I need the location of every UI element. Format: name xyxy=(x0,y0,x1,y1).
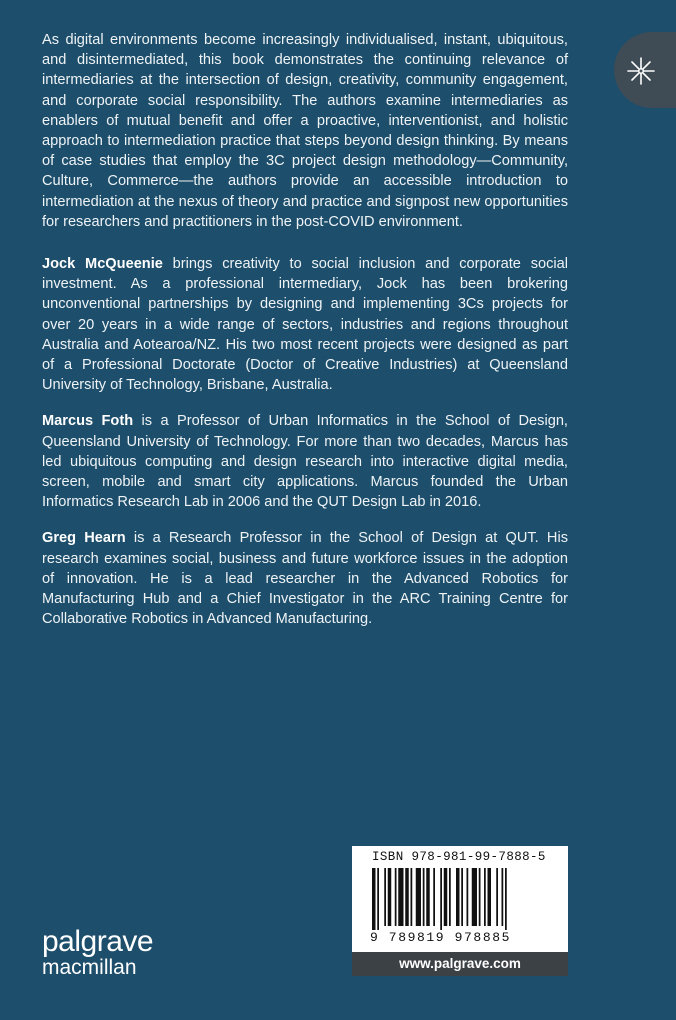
author-name: Jock McQueenie xyxy=(42,256,163,273)
barcode-bar xyxy=(505,868,507,930)
author-bio-text: is a Research Professor in the School of Design at QUT. His research examines social, business and future workforce issues in the adoption of innovation. He is a lead researcher in the Advanced Robotics for Manufacturing Hub and a Chief Investigator in the ARC Training Centre for Collaborative Robotics in Advanced Manufacturing. xyxy=(42,530,569,628)
barcode-bar xyxy=(388,868,392,926)
book-blurb: As digital environments become increasingly individualised, instant, ubiquitous, and disintermediated, this book demonstrates the continuing relevance of intermediaries at the intersection of design, creativity, community engagement, and corporate social responsibility. The authors examine intermediaries as enablers of mutual benefit and offer a proactive, interventionist, and holistic approach to intermediation practice that steps beyond design thinking. By means of case studies that employ the 3C project design methodology—Community, Culture, Commerce—the authors provide an accessible introduction to intermediation at the nexus of theory and practice and signpost new opportunities for researchers and practitioners in the post-COVID environment. xyxy=(42,32,568,230)
barcode-bar xyxy=(479,868,481,926)
barcode-bar xyxy=(440,868,442,930)
barcode-bar xyxy=(405,868,409,926)
author-bio-text: brings creativity to social inclusion and corporate social investment. As a professional intermediary, Jock has been brokering unconventional partnerships by designing and implementing 3Cs projects for over 20 years in a wide range of sectors, industries and regions throughout Australia and Aotearoa/NZ. His two most recent projects were designed as part of a Professional Doctorate (Doctor of Creative Industries) at Queensland University of Technology, Brisbane, Australia. xyxy=(42,256,568,394)
barcode-bar xyxy=(433,868,435,926)
barcode-bar xyxy=(398,868,403,926)
barcode-bar xyxy=(488,868,492,926)
barcode-bar xyxy=(461,868,463,926)
barcode-bar xyxy=(456,868,460,926)
barcode-bar xyxy=(384,868,386,926)
barcode-bar xyxy=(472,868,477,926)
author-bio-text: is a Professor of Urban Informatics in the School of Design, Queensland University of Technology. For more than two decades, Marcus has led ubiquitous computing and design research into interactive digital media, screen, mobile and smart city applications. Marcus founded the Urban Informatics Research Lab in 2006 and the QUT Design Lab in 2016. xyxy=(42,413,568,511)
author-bio-2 xyxy=(42,411,568,512)
barcode-bar xyxy=(423,868,425,926)
barcode-bar xyxy=(449,868,451,926)
barcode-bar xyxy=(502,868,504,926)
barcode-bar xyxy=(411,868,413,926)
publisher-logo xyxy=(42,925,154,980)
publisher-tab xyxy=(614,32,676,108)
isbn-label: ISBN 978-981-99-7888-5 xyxy=(372,850,546,864)
author-name: Greg Hearn xyxy=(42,530,126,547)
barcode xyxy=(372,868,550,930)
publisher-logo-line1: palgrave xyxy=(42,925,154,958)
isbn-barcode-box xyxy=(352,846,568,952)
barcode-bar xyxy=(377,868,379,930)
back-cover-text xyxy=(42,30,568,645)
palgrave-star-icon xyxy=(624,54,658,88)
publisher-website[interactable]: www.palgrave.com xyxy=(352,952,568,976)
barcode-bar xyxy=(416,868,421,926)
barcode-bar xyxy=(467,868,469,926)
barcode-bar xyxy=(372,868,376,930)
barcode-bar xyxy=(395,868,397,926)
author-bio-3 xyxy=(42,528,568,629)
publisher-logo-line2: macmillan xyxy=(42,956,137,979)
barcode-bar xyxy=(426,868,430,926)
author-bio-1 xyxy=(42,254,568,395)
isbn-digits: 9 789819 978885 xyxy=(370,930,512,945)
barcode-bar xyxy=(484,868,486,926)
barcode-bar xyxy=(444,868,448,926)
barcode-bar xyxy=(496,868,498,926)
author-name: Marcus Foth xyxy=(42,413,134,430)
